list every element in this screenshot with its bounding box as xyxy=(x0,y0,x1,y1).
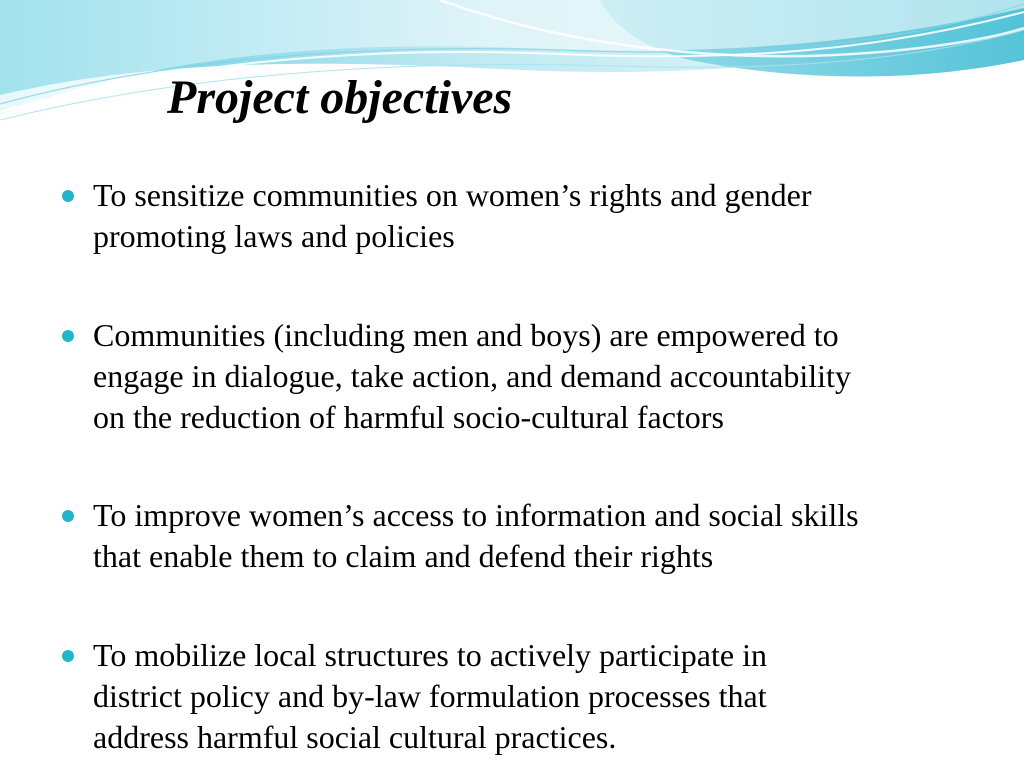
bullet-line: engage in dialogue, take action, and demand accountability xyxy=(93,358,851,394)
bullet-text xyxy=(93,495,983,577)
bullet-dot-icon xyxy=(62,510,74,522)
bullet-line: To mobilize local structures to actively participate in xyxy=(93,637,767,673)
slide-title: Project objectives xyxy=(167,71,513,124)
bullet-line: To improve women’s access to information and social skills xyxy=(93,497,859,533)
bullet-dot-icon xyxy=(62,650,74,662)
bullet-line: To sensitize communities on women’s rights and gender xyxy=(93,177,812,213)
bullet-line: Communities (including men and boys) are empowered to xyxy=(93,317,839,353)
bullet-text xyxy=(93,315,983,438)
bullet-line: that enable them to claim and defend their rights xyxy=(93,538,714,574)
bullet-text xyxy=(93,635,983,758)
bullet-line: promoting laws and policies xyxy=(93,218,455,254)
bullet-dot-icon xyxy=(62,330,74,342)
bullet-line: district policy and by-law formulation processes that xyxy=(93,678,767,714)
bullet-text xyxy=(93,175,983,257)
bullet-dot-icon xyxy=(62,190,74,202)
bullet-line: address harmful social cultural practices. xyxy=(93,719,617,755)
bullet-line: on the reduction of harmful socio-cultural factors xyxy=(93,399,724,435)
